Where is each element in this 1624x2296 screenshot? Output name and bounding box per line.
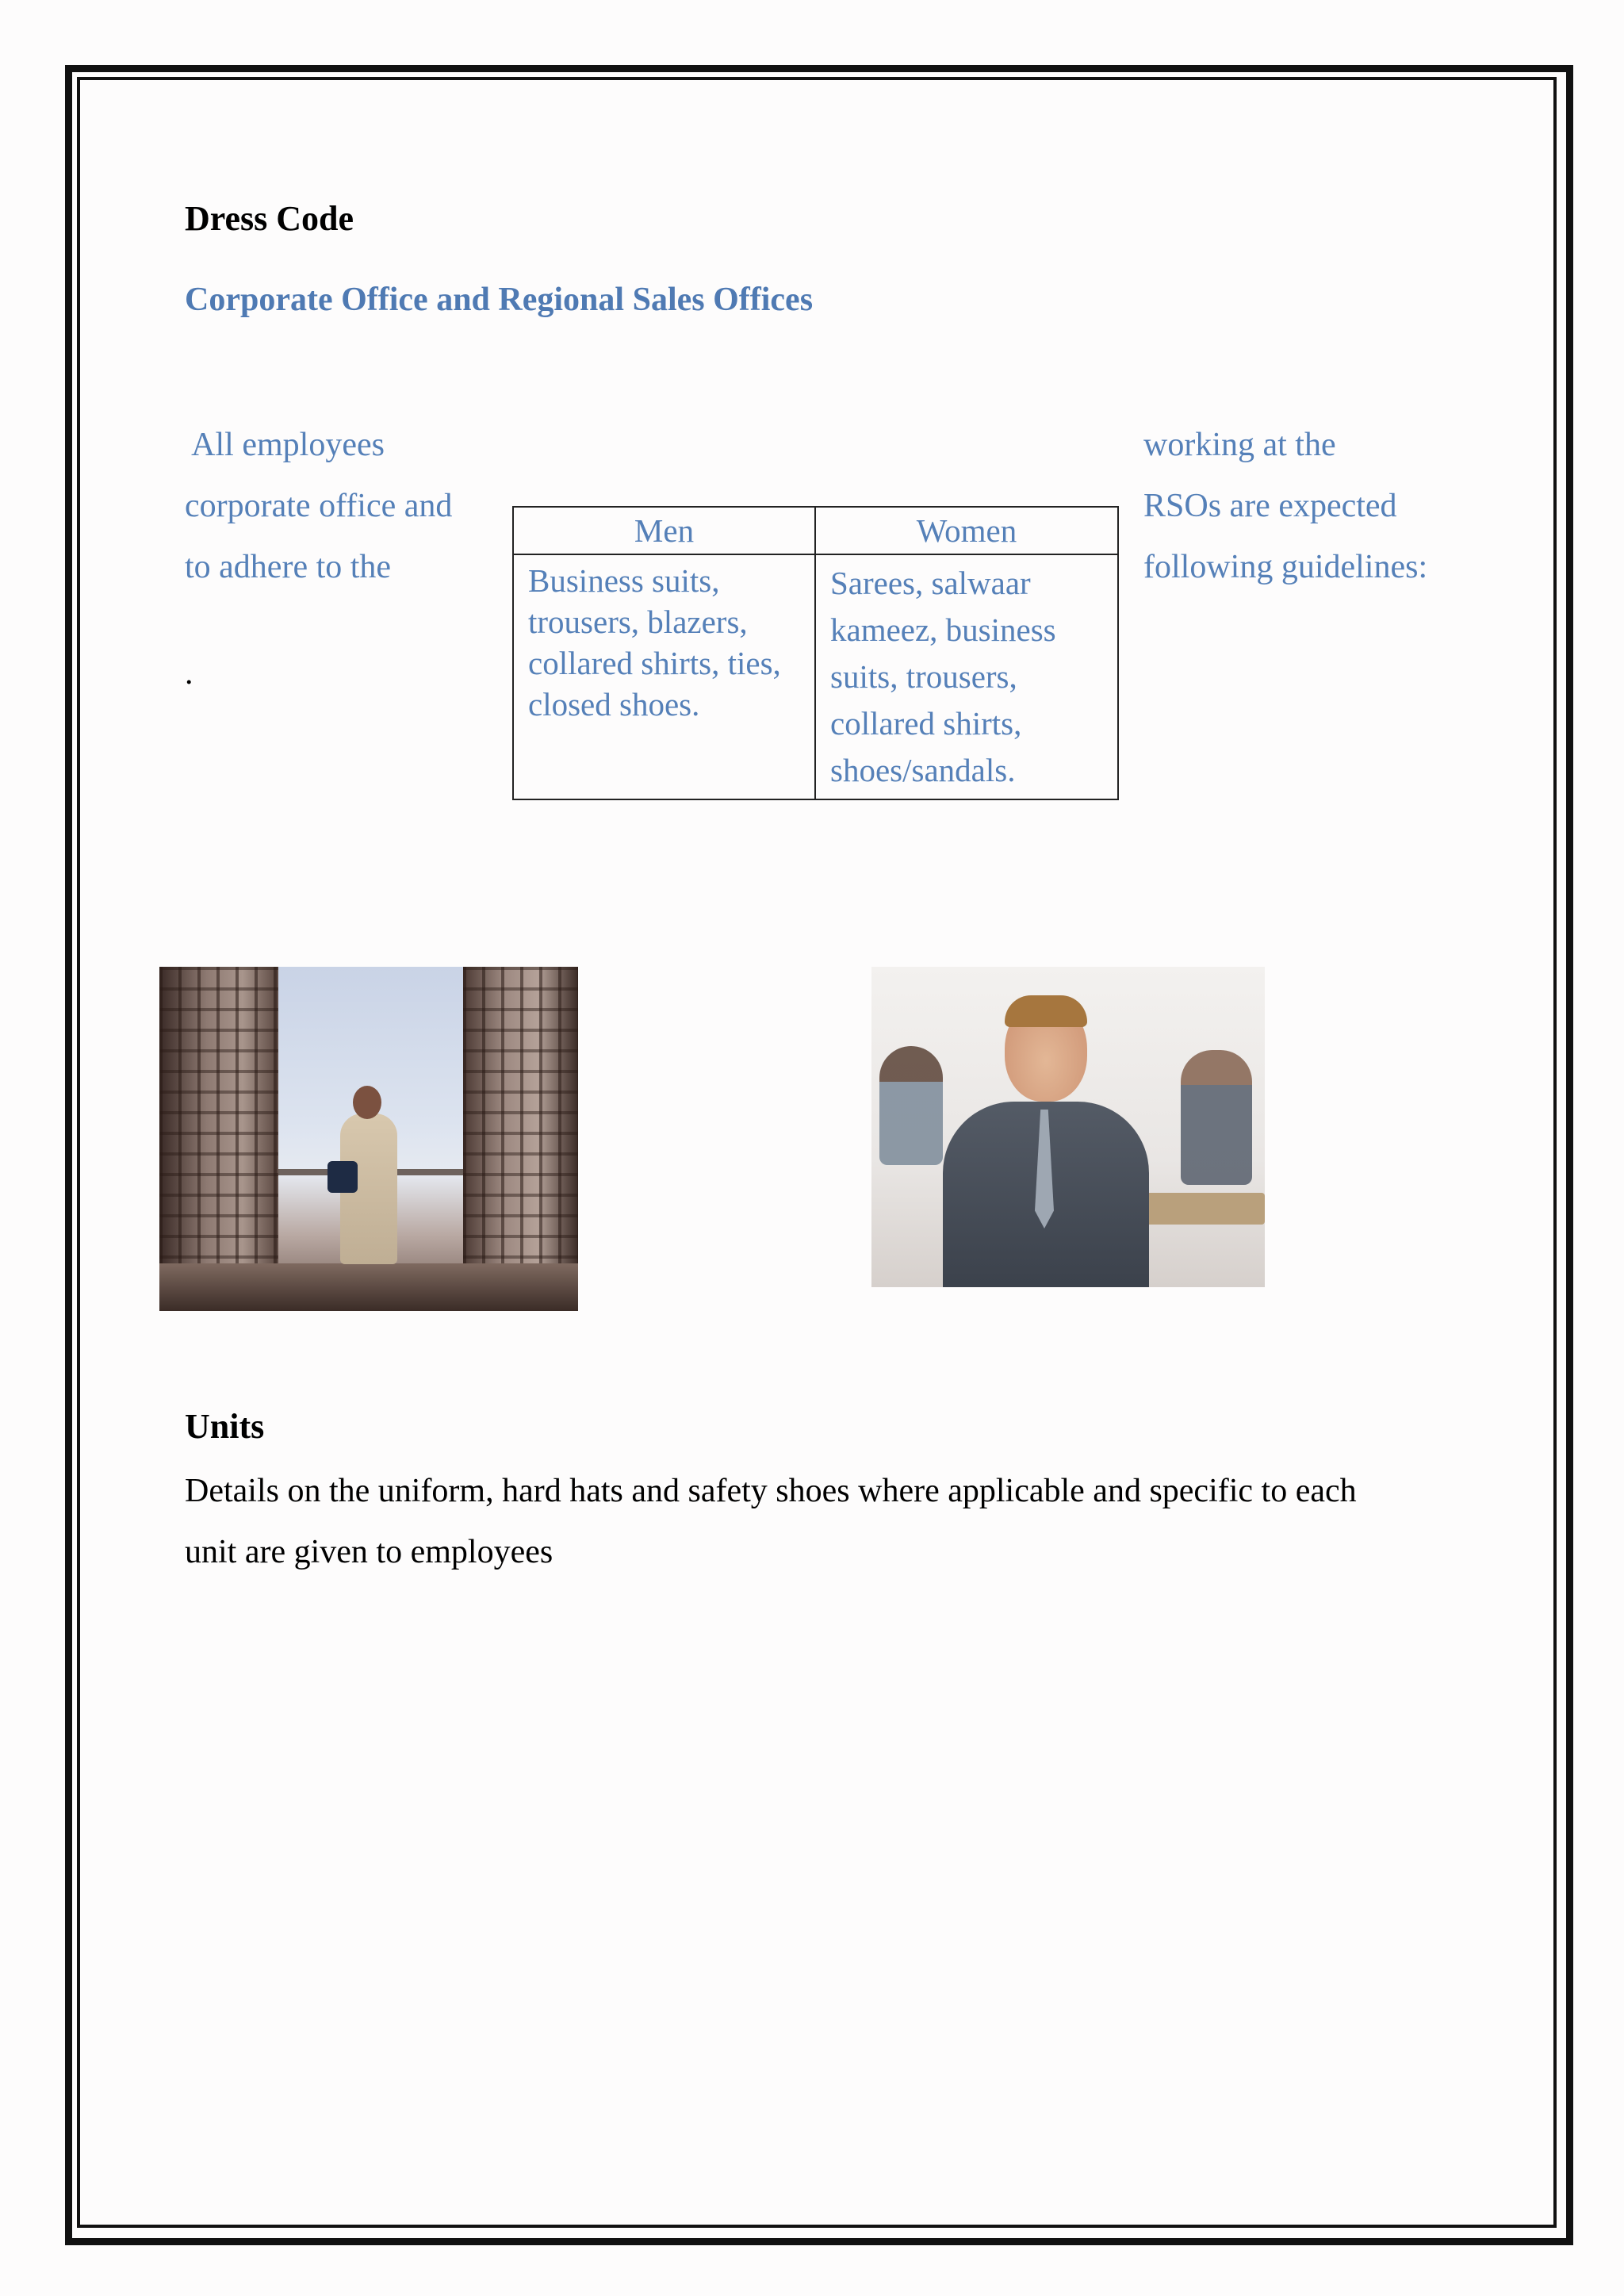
- intro-right-line1: working at the: [1143, 427, 1336, 463]
- intro-left-line2: corporate office and: [185, 488, 453, 524]
- businessman-photo: [871, 967, 1265, 1287]
- women-column-header: Women: [815, 507, 1118, 554]
- dress-code-heading: Dress Code: [185, 199, 354, 238]
- intro-left-line3: to adhere to the: [185, 549, 392, 585]
- men-column-header: Men: [513, 507, 815, 554]
- intro-right-line3: following guidelines:: [1143, 549, 1428, 585]
- table-header-row: [513, 507, 1118, 554]
- units-text-line1: Details on the uniform, hard hats and safety shoes where applicable and specific to each: [185, 1473, 1357, 1509]
- intro-right-line2: RSOs are expected: [1143, 488, 1397, 524]
- men-dress-cell: Business suits, trousers, blazers, collared shirts, ties, closed shoes.: [513, 554, 815, 799]
- units-heading: Units: [185, 1407, 265, 1446]
- units-text-line2: unit are given to employees: [185, 1534, 553, 1570]
- businesswoman-photo: [159, 967, 578, 1311]
- women-dress-cell: Sarees, salwaar kameez, business suits, trousers, collared shirts, shoes/sandals.: [815, 554, 1118, 799]
- table-row: [513, 554, 1118, 799]
- dress-code-table: [512, 506, 1119, 800]
- offices-subheading: Corporate Office and Regional Sales Offices: [185, 282, 814, 318]
- intro-left-dot: .: [185, 655, 193, 692]
- intro-left-line1: All employees: [185, 427, 385, 463]
